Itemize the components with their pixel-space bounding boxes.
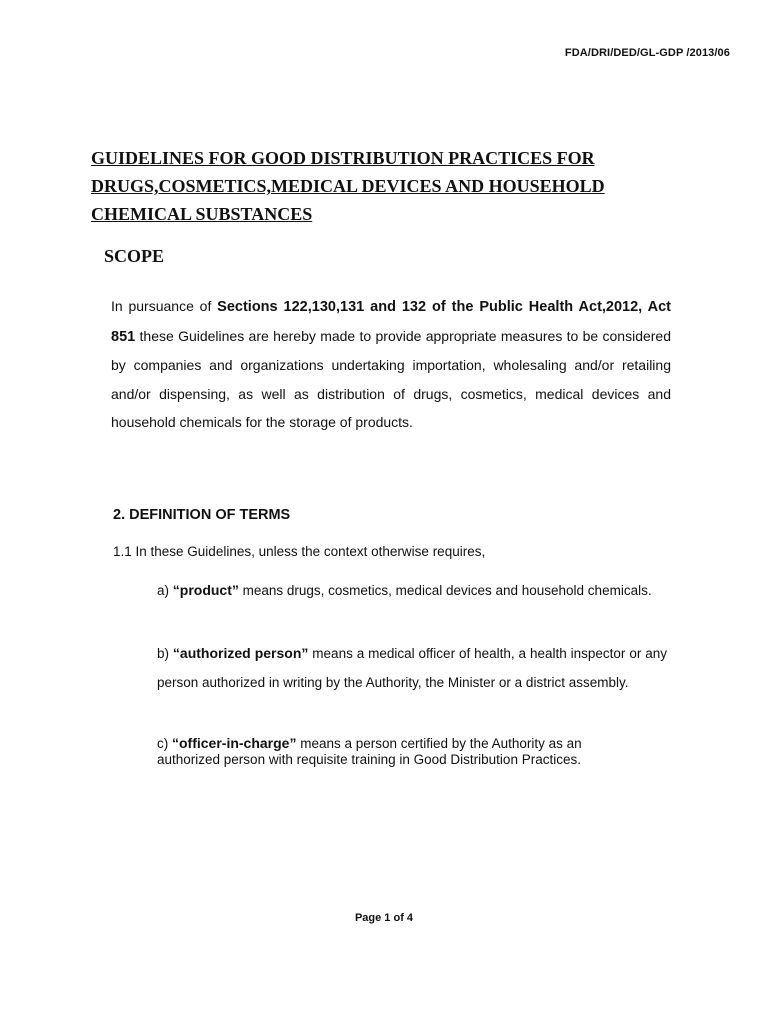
definition-product	[157, 576, 667, 606]
item-a-text: means drugs, cosmetics, medical devices and household chemicals.	[238, 583, 652, 598]
scope-paragraph	[111, 292, 671, 437]
item-c-text-2: authorized person with requisite training in Good Distribution Practices.	[157, 752, 581, 767]
definitions-intro: 1.1 In these Guidelines, unless the context otherwise requires,	[113, 544, 486, 559]
scope-heading: SCOPE	[104, 246, 165, 266]
definitions-heading: 2. DEFINITION OF TERMS	[113, 507, 291, 523]
item-a-label: a)	[157, 583, 173, 598]
scope-body: these Guidelines are hereby made to provide appropriate measures to be considered by companies and organizations undertaking importation, wholesaling and/or retailing and/or dispensing, as well as distribution of drugs, cosmetics, medical devices and household chemicals for the storage of products.	[111, 327, 671, 431]
title-line-3: CHEMICAL SUBSTANCES	[91, 204, 313, 224]
item-b-label: b)	[157, 646, 173, 661]
item-c-label: c)	[157, 736, 172, 751]
document-title	[91, 144, 691, 228]
scope-intro: In pursuance of	[111, 298, 218, 314]
definition-officer-in-charge	[157, 735, 637, 768]
item-a-term: “product”	[172, 582, 239, 598]
document-reference: FDA/DRI/DED/GL-GDP /2013/06	[564, 47, 730, 59]
item-c-text-1: means a person certified by the Authority as an	[296, 736, 582, 751]
item-b-text: means a medical officer of health, a health inspector or any person authorized in writing by the Authority, the Minister or a district assembly.	[157, 646, 667, 690]
scope-sections-reference: Sections 122,130,131 and 132 of the Public Health Act,2012, Act 851	[111, 299, 671, 345]
item-c-term: “officer-in-charge”	[172, 735, 297, 751]
definition-authorized-person	[157, 639, 667, 697]
title-line-2: DRUGS,COSMETICS,MEDICAL DEVICES AND HOUSEHOLD	[91, 176, 605, 196]
item-b-term: “authorized person”	[172, 645, 309, 661]
title-line-1: GUIDELINES FOR GOOD DISTRIBUTION PRACTICES FOR	[91, 148, 595, 168]
page-number: Page 1 of 4	[354, 912, 414, 924]
